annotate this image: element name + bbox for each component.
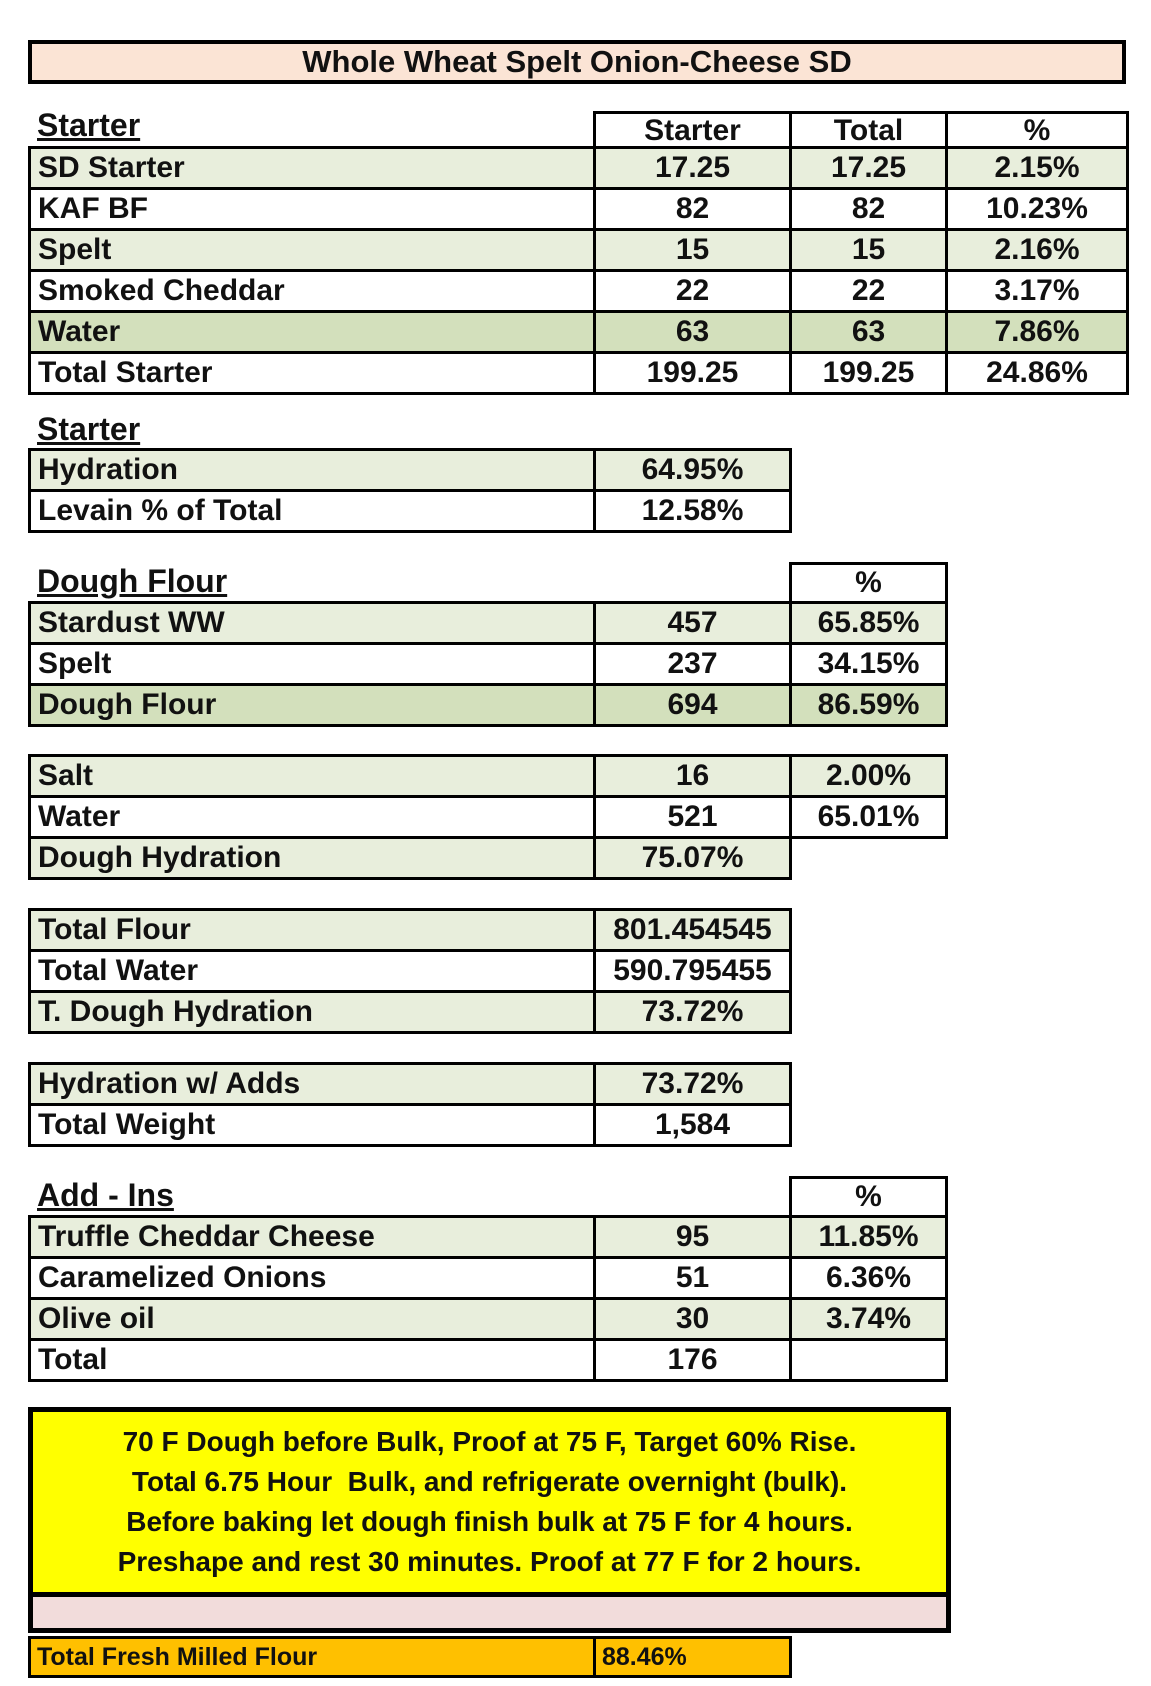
table-row: [30, 1217, 947, 1258]
fresh-milled-table: [28, 1636, 792, 1678]
note-line: Before baking let dough finish bulk at 75 F for 4 hours.: [126, 1506, 853, 1537]
starter-value: 22: [595, 271, 791, 312]
row-value: 457: [595, 603, 791, 644]
row-value: 95: [595, 1217, 791, 1258]
percent-value: 6.36%: [791, 1258, 947, 1299]
starter-stats-table: [28, 448, 792, 533]
percent-value: 34.15%: [791, 644, 947, 685]
row-label: Salt: [30, 756, 595, 797]
row-label: Dough Hydration: [30, 838, 595, 879]
table-row: [30, 797, 947, 838]
header-percent: %: [791, 564, 947, 603]
add-ins-table: [28, 1215, 948, 1382]
dough-flour-header-table: [789, 562, 948, 604]
header-percent: %: [947, 113, 1128, 150]
empty-cell: [791, 838, 947, 879]
row-label: Truffle Cheddar Cheese: [30, 1217, 595, 1258]
percent-value: 7.86%: [947, 312, 1128, 353]
total-value: 17.25: [791, 148, 947, 189]
row-value: 73.72%: [595, 1064, 791, 1105]
row-value: 176: [595, 1340, 791, 1381]
row-label: Total Fresh Milled Flour: [30, 1638, 595, 1677]
row-label: Water: [30, 312, 595, 353]
starter-table: [28, 146, 1129, 395]
starter-value: 82: [595, 189, 791, 230]
percent-value: 2.15%: [947, 148, 1128, 189]
percent-value: 11.85%: [791, 1217, 947, 1258]
row-value: 590.795455: [595, 951, 791, 992]
salt-water-table: [28, 754, 948, 880]
totals-table: [28, 908, 792, 1034]
row-label: Spelt: [30, 230, 595, 271]
row-label: Hydration: [30, 450, 595, 491]
percent-value: 3.17%: [947, 271, 1128, 312]
table-row: [30, 644, 947, 685]
table-row: [30, 910, 791, 951]
percent-value: 2.00%: [791, 756, 947, 797]
note-line: Preshape and rest 30 minutes. Proof at 77 F for 2 hours.: [117, 1546, 862, 1577]
table-row: [30, 1638, 791, 1677]
row-label: Smoked Cheddar: [30, 271, 595, 312]
starter-stats-label: Starter: [37, 411, 141, 447]
table-row: [30, 1299, 947, 1340]
row-label: Caramelized Onions: [30, 1258, 595, 1299]
total-value: 15: [791, 230, 947, 271]
row-label: Total: [30, 1340, 595, 1381]
table-row: [30, 230, 1128, 271]
starter-value: 199.25: [595, 353, 791, 394]
row-value: 73.72%: [595, 992, 791, 1033]
starter-value: 15: [595, 230, 791, 271]
table-row: [30, 1258, 947, 1299]
dough-flour-table: [28, 601, 948, 727]
row-label: Olive oil: [30, 1299, 595, 1340]
row-label: T. Dough Hydration: [30, 992, 595, 1033]
table-row: [30, 1340, 947, 1381]
row-value: 51: [595, 1258, 791, 1299]
table-row: [30, 1105, 791, 1146]
percent-value: 65.01%: [791, 797, 947, 838]
row-value: 237: [595, 644, 791, 685]
add-ins-label: Add - Ins: [37, 1177, 174, 1213]
row-label: Total Flour: [30, 910, 595, 951]
table-row: [30, 353, 1128, 394]
row-label: KAF BF: [30, 189, 595, 230]
note-line: 70 F Dough before Bulk, Proof at 75 F, Target 60% Rise.: [122, 1426, 857, 1457]
percent-value: 10.23%: [947, 189, 1128, 230]
instructions-note: [28, 1407, 951, 1597]
starter-value: 17.25: [595, 148, 791, 189]
row-label: SD Starter: [30, 148, 595, 189]
header-starter: Starter: [595, 113, 791, 150]
table-row: [30, 603, 947, 644]
row-value: 75.07%: [595, 838, 791, 879]
starter-header-table: [593, 111, 1129, 151]
percent-value: 3.74%: [791, 1299, 947, 1340]
row-value: 521: [595, 797, 791, 838]
row-value: 16: [595, 756, 791, 797]
row-value: 30: [595, 1299, 791, 1340]
total-value: 199.25: [791, 353, 947, 394]
table-row: [30, 951, 791, 992]
row-label: Total Starter: [30, 353, 595, 394]
percent-value: [791, 1340, 947, 1381]
row-value: 64.95%: [595, 450, 791, 491]
row-label: Spelt: [30, 644, 595, 685]
starter-section-label: Starter: [37, 107, 141, 143]
percent-value: 24.86%: [947, 353, 1128, 394]
table-row: [30, 838, 947, 879]
dough-flour-label: Dough Flour: [37, 563, 228, 599]
table-row: [30, 189, 1128, 230]
table-row: [30, 148, 1128, 189]
total-value: 63: [791, 312, 947, 353]
total-value: 22: [791, 271, 947, 312]
total-value: 82: [791, 189, 947, 230]
row-value: 801.454545: [595, 910, 791, 951]
table-row: [30, 685, 947, 726]
row-label: Total Weight: [30, 1105, 595, 1146]
page-title: Whole Wheat Spelt Onion-Cheese SD: [28, 40, 1126, 84]
row-label: Hydration w/ Adds: [30, 1064, 595, 1105]
starter-value: 63: [595, 312, 791, 353]
pink-spacer-bar: [28, 1597, 951, 1633]
row-value: 1,584: [595, 1105, 791, 1146]
table-row: [30, 756, 947, 797]
percent-value: 86.59%: [791, 685, 947, 726]
header-percent: %: [791, 1178, 947, 1217]
table-row: [30, 271, 1128, 312]
note-line: Total 6.75 Hour Bulk, and refrigerate overnight (bulk).: [131, 1466, 848, 1497]
percent-value: 2.16%: [947, 230, 1128, 271]
row-label: Dough Flour: [30, 685, 595, 726]
row-value: 694: [595, 685, 791, 726]
table-row: [30, 312, 1128, 353]
row-label: Stardust WW: [30, 603, 595, 644]
table-row: [30, 1064, 791, 1105]
add-ins-header-table: [789, 1176, 948, 1218]
table-row: [30, 992, 791, 1033]
row-label: Water: [30, 797, 595, 838]
header-total: Total: [791, 113, 947, 150]
row-label: Levain % of Total: [30, 491, 595, 532]
row-value: 12.58%: [595, 491, 791, 532]
table-row: [30, 450, 791, 491]
row-label: Total Water: [30, 951, 595, 992]
row-value: 88.46%: [595, 1638, 791, 1677]
weight-table: [28, 1062, 792, 1147]
percent-value: 65.85%: [791, 603, 947, 644]
table-row: [30, 491, 791, 532]
